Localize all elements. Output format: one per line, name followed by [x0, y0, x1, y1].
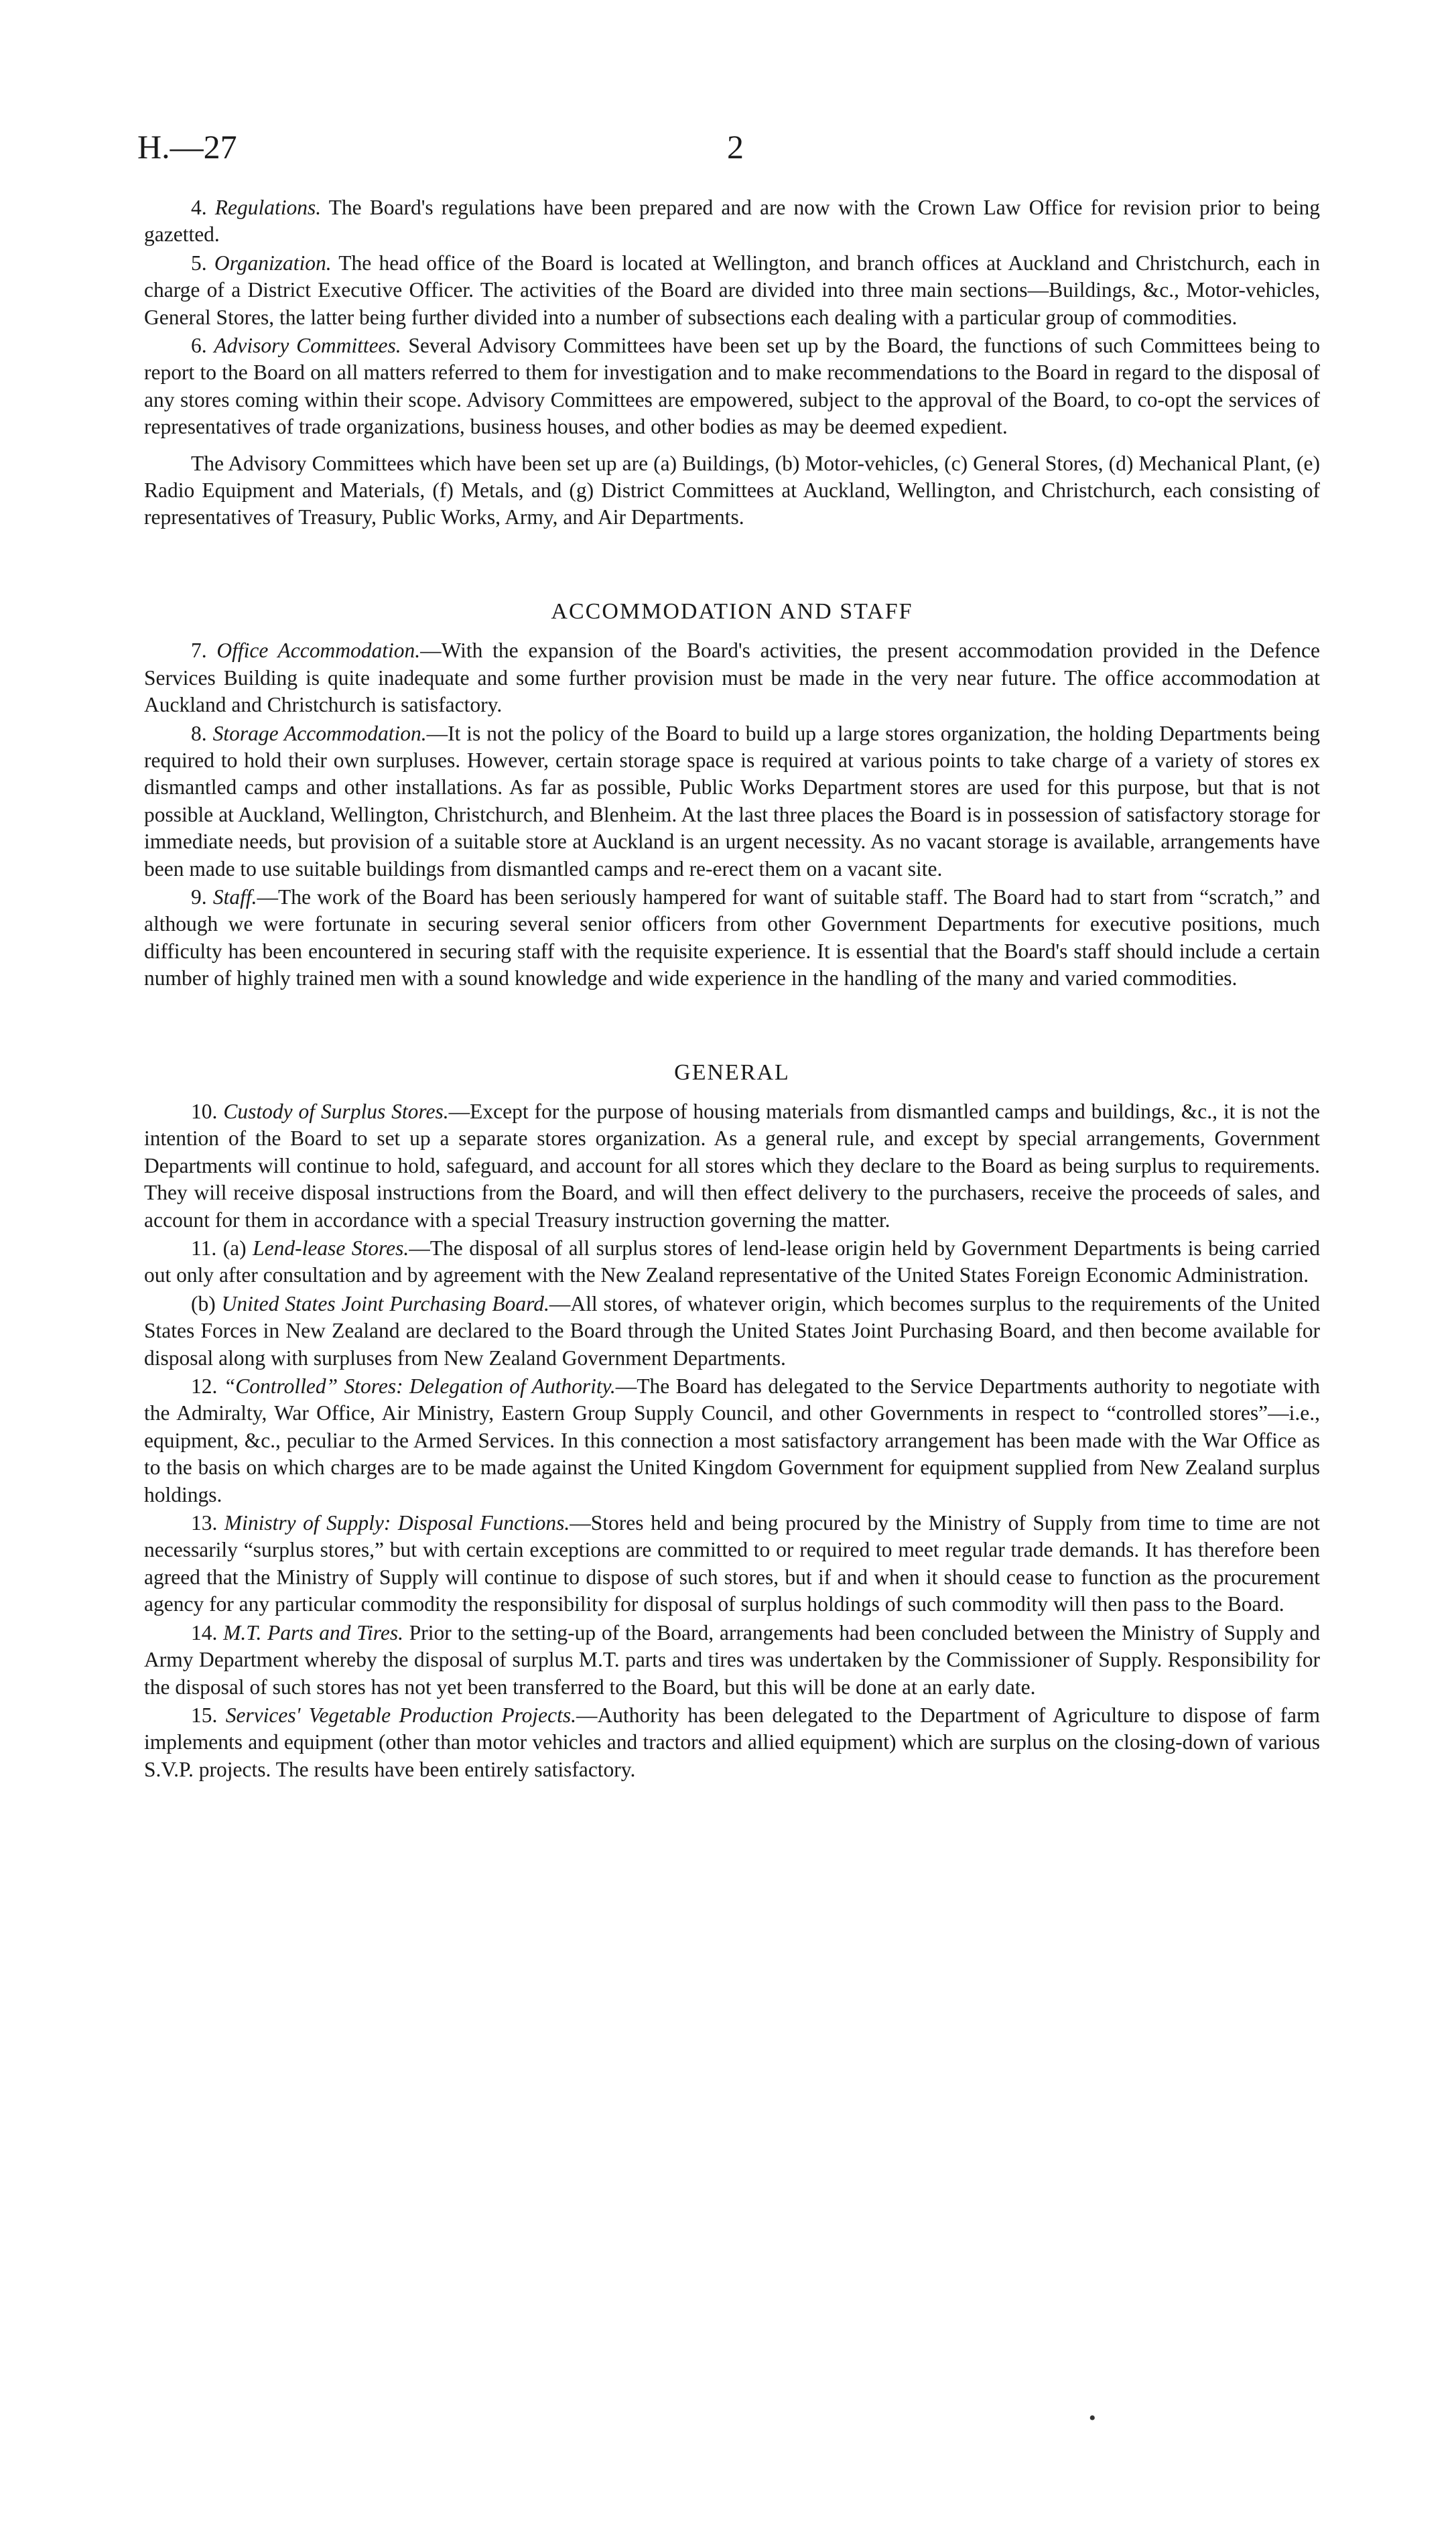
document-reference: H.—27	[137, 128, 237, 166]
paragraph-heading: Advisory Committees.	[214, 334, 401, 358]
paragraph-4: 4. Regulations. The Board's regulations have been prepared and are now with the Crown Law Office for revision prior to being gazetted.	[144, 196, 1320, 247]
paragraph-11b: (b) United States Joint Purchasing Board.—All stores, of whatever origin, which becomes surplus to the requirements of the United States Forces in New Zealand are declared to the Board through the United States Joint Purchasing Board, and then become available for disposal along with surpluses from New Zealand Government Departments.	[144, 1291, 1320, 1370]
paragraph-11a: 11. (a) Lend-lease Stores.—The disposal of all surplus stores of lend-lease origin held by Government Departments is being carried out only after consultation and by agreement with the New Zealand representative of the United States Foreign Economic Administration.	[144, 1236, 1320, 1287]
page-number: 2	[727, 128, 744, 166]
document-body	[144, 194, 1320, 1783]
paragraph-heading: Office Accommodation.	[216, 639, 421, 663]
paragraph-heading: Organization.	[214, 251, 332, 275]
paragraph-6-continued: The Advisory Committees which have been set up are (a) Buildings, (b) Motor-vehicles, (c) General Stores, (d) Mechanical Plant, (e) Radio Equipment and Materials, (f) Metals, and (g) District Committees at Auckland, Wellington, and Christchurch, each consisting of representatives of Treasury, Public Works, Army, and Air Departments.	[144, 451, 1320, 529]
page-header	[137, 127, 1320, 174]
paragraph-12: 12. “Controlled” Stores: Delegation of Authority.—The Board has delegated to the Service Departments authority to negotiate with the Admiralty, War Office, Air Ministry, Eastern Group Supply Council, and other Governments in respect to “controlled stores”—i.e., equipment, &c., peculiar to the Armed Services. In this connection a most satisfactory arrangement has been made with the War Office as to the basis on which charges are to be made against the United Kingdom Government for equipment supplied from New Zealand surplus holdings.	[144, 1374, 1321, 1506]
paragraph-9: 9. Staff.—The work of the Board has been seriously hampered for want of suitable staff. The Board had to start from “scratch,” and although we were fortunate in securing several senior officers from other Government Departments for executive positions, much difficulty has been encountered in securing staff with the requisite experience. It is essential that the Board's staff should include a certain number of highly trained men with a sound knowledge and wide experience in the handling of the many and varied commodities.	[144, 885, 1321, 990]
paragraph-6: 6. Advisory Committees. Several Advisory Committees have been set up by the Board, the functions of such Committees being to report to the Board on all matters referred to them for investigation and to make recommendations to the Board in regard to the disposal of any stores coming within their scope. Advisory Committees are empowered, subject to the approval of the Board, to co-opt the services of representatives of trade organizations, business houses, and other bodies as may be deemed expedient.	[144, 334, 1320, 439]
paragraph-heading: Regulations.	[214, 196, 322, 219]
paragraph-heading: “Controlled” Stores: Delegation of Authority.	[223, 1374, 616, 1399]
paragraph-5: 5. Organization. The head office of the Board is located at Wellington, and branch offices at Auckland and Christchurch, each in charge of a District Executive Officer. The activities of the Board are divided into three main sections—Buildings, &c., Motor-vehicles, General Stores, the latter being further divided into a number of subsections each dealing with a particular group of commodities.	[144, 251, 1320, 329]
paragraph-heading: Ministry of Supply: Disposal Functions.	[224, 1511, 570, 1535]
paragraph-heading: Staff.	[212, 885, 257, 909]
paragraph-13: 13. Ministry of Supply: Disposal Functions.—Stores held and being procured by the Ministry of Supply from time to time are not necessarily “surplus stores,” but with certain exceptions are committed to or required to meet regular trade demands. It has therefore been agreed that the Ministry of Supply will continue to dispose of such stores, but if and when it should cease to function as the procurement agency for any particular commodity the responsibility for disposal of surplus holdings of such commodity will then pass to the Board.	[144, 1511, 1320, 1616]
paragraph-14: 14. M.T. Parts and Tires. Prior to the setting-up of the Board, arrangements had been concluded between the Ministry of Supply and Army Department whereby the disposal of surplus M.T. parts and tires was undertaken by the Commissioner of Supply. Responsibility for the disposal of such stores has not yet been transferred to the Board, but this will be done at an early date.	[144, 1620, 1321, 1699]
section-heading-accommodation: ACCOMMODATION AND STAFF	[551, 598, 913, 624]
paragraph-heading: Lend-lease Stores.	[253, 1236, 409, 1260]
section-heading-general: GENERAL	[674, 1059, 790, 1085]
paragraph-heading: Services' Vegetable Production Projects.	[225, 1703, 577, 1727]
paragraph-heading: United States Joint Purchasing Board.	[221, 1291, 549, 1315]
paragraph-heading: Custody of Surplus Stores.	[223, 1099, 449, 1123]
paragraph-8: 8. Storage Accommodation.—It is not the policy of the Board to build up a large stores organization, the holding Departments being required to hold their own surpluses. However, certain storage space is required at various points to take charge of a variety of stores ex dismantled camps and other installations. As far as possible, Public Works Department stores are used for this purpose, but that is not possible at Auckland, Wellington, Christchurch, and Blenheim. At the last three places the Board is in possession of satisfactory storage for immediate needs, but provision of a suitable store at Auckland is an urgent necessity. As no vacant storage is available, arrangements have been made to use suitable buildings from dismantled camps and re-erect them on a vacant site.	[144, 721, 1321, 881]
paragraph-7: 7. Office Accommodation.—With the expansion of the Board's activities, the present accommodation provided in the Defence Services Building is quite inadequate and some further provision must be made in the very near future. The office accommodation at Auckland and Christchurch is satisfactory.	[144, 639, 1320, 717]
paragraph-15: 15. Services' Vegetable Production Projects.—Authority has been delegated to the Department of Agriculture to dispose of farm implements and equipment (other than motor vehicles and tractors and allied equipment) which are surplus on the closing-down of various S.V.P. projects. The results have been entirely satisfactory.	[144, 1703, 1321, 1781]
printer-mark: •	[1089, 2407, 1096, 2429]
paragraph-heading: Storage Accommodation.	[212, 721, 427, 745]
paragraph-heading: M.T. Parts and Tires.	[223, 1620, 403, 1644]
paragraph-10: 10. Custody of Surplus Stores.—Except for the purpose of housing materials from dismantled camps and buildings, &c., it is not the intention of the Board to set up a separate stores organization. As a general rule, and except by special arrangements, Government Departments will continue to hold, safeguard, and account for all stores which they declare to the Board as being surplus to requirements. They will receive disposal instructions from the Board, and will then effect delivery to the purchasers, receive the proceeds of sales, and account for them in accordance with a special Treasury instruction governing the matter.	[144, 1099, 1320, 1232]
